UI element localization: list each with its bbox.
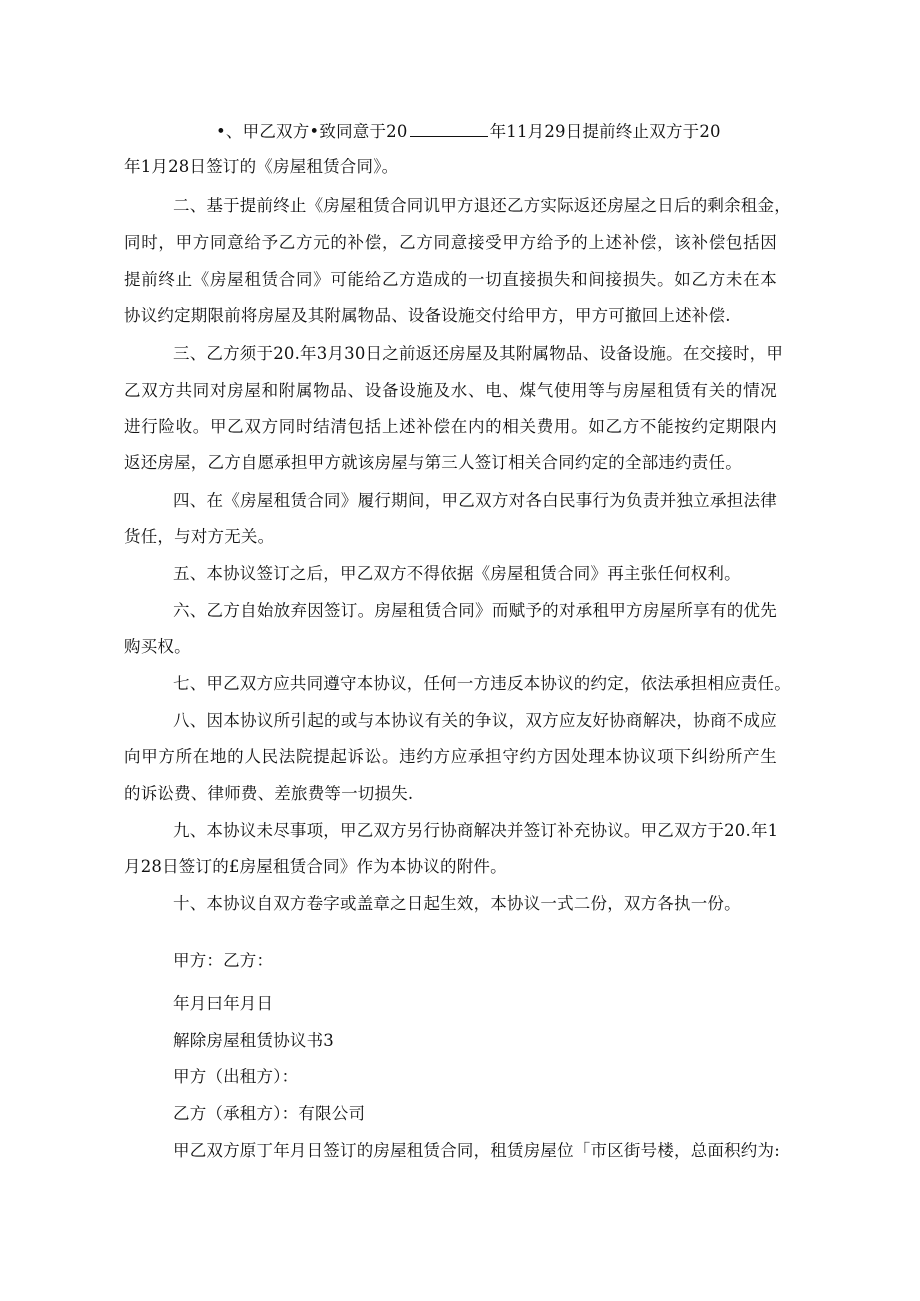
agreement-3-intro: 甲乙双方原丁年月日签订的房屋租赁合同，租赁房屋位「市区街号楼，总面积约为: — [173, 1141, 780, 1160]
item6-line-2: 购买权。 — [124, 637, 191, 656]
item3-line-3: 进行险收。甲乙双方同时结清包括上述补偿在内的相关费用。如乙方不能按约定期限内 — [124, 417, 777, 436]
signature-dates: 年月曰年月日 — [173, 994, 274, 1013]
item2-line-1: 二、基于提前终止《房屋租赁合同讥甲方退还乙方实际返还房屋之日后的剩余租金， — [173, 196, 791, 215]
item1-after-blank: 年11月29日提前终止双方于20 — [489, 122, 721, 141]
item10-line-1: 十、本协议自双方卷字或盖章之日起生效，本协议一式二份，双方各执一份。 — [173, 894, 741, 913]
signature-parties: 甲方：乙方： — [173, 951, 274, 970]
item4-line-1: 四、在《房屋租赁合同》履行期间，甲乙双方对各白民事行为负责并独立承担法律 — [173, 491, 777, 510]
party-b-lessee: 乙方（承租方）：有限公司 — [173, 1104, 366, 1123]
item9-line-1: 九、本协议未尽事项，甲乙双方另行协商解决并签订补充协议。甲乙双方于20.年1 — [173, 821, 779, 840]
item3-line-1: 三、乙方须于20.年3月30日之前返还房屋及其附属物品、设备设施。在交接时，甲 — [173, 344, 784, 363]
party-a-lessor: 甲方（出租方）： — [173, 1067, 299, 1086]
item7-line-1: 七、甲乙双方应共同遵守本协议，任何一方违反本协议的约定，依法承担相应责任。 — [173, 674, 791, 693]
item8-line-1: 八、因本协议所引起的或与本协议有关的争议，双方应友好协商解决，协商不成应 — [173, 711, 777, 730]
item2-line-3: 提前终止《房屋租赁合同》可能给乙方造成的一切直接损失和间接损失。如乙方未在本 — [124, 270, 777, 289]
item9-line-2: 月28日签订的£房屋租赁合同》作为本协议的附件。 — [124, 857, 507, 876]
item1-line-1 — [216, 121, 721, 143]
item2-line-4: 协议约定期限前将房屋及其附属物品、设备设施交付给甲方，甲方可撤回上述补偿. — [124, 306, 731, 325]
item3-line-4: 返还房屋，乙方自愿承担甲方就该房屋与第三人签订相关合同约定的全部违约责任。 — [124, 453, 742, 472]
item8-line-3: 的诉讼费、律师费、差旅费等一切损失. — [124, 784, 414, 803]
item6-line-1: 六、乙方自始放弃因签订。房屋租赁合同》而赋予的对承租甲方房屋所享有的优先 — [173, 601, 777, 620]
item2-line-2: 同时，甲方同意给予乙方元的补偿，乙方同意接受甲方给予的上述补偿，该补偿包括因 — [124, 233, 777, 252]
item5-line-1: 五、本协议签订之后，甲乙双方不得依据《房屋租赁合同》再主张任何权利。 — [173, 564, 741, 583]
item1-before-blank: •、甲乙双方•致同意于20 — [216, 122, 408, 141]
item1-line-2: 年1月28日签订的《房屋租赁合同》。 — [124, 157, 399, 176]
item4-line-2: 货任，与对方无关。 — [124, 527, 275, 546]
item3-line-2: 乙双方共同对房屋和附属物品、设备设施及水、电、煤气使用等与房屋租赁有关的情况 — [124, 381, 777, 400]
date-blank — [410, 122, 488, 137]
item8-line-2: 向甲方所在地的人民法院提起诉讼。违约方应承担守约方因处理本协议项下纠纷所产生 — [124, 747, 777, 766]
agreement-3-title: 解除房屋租赁协议书3 — [173, 1031, 334, 1050]
